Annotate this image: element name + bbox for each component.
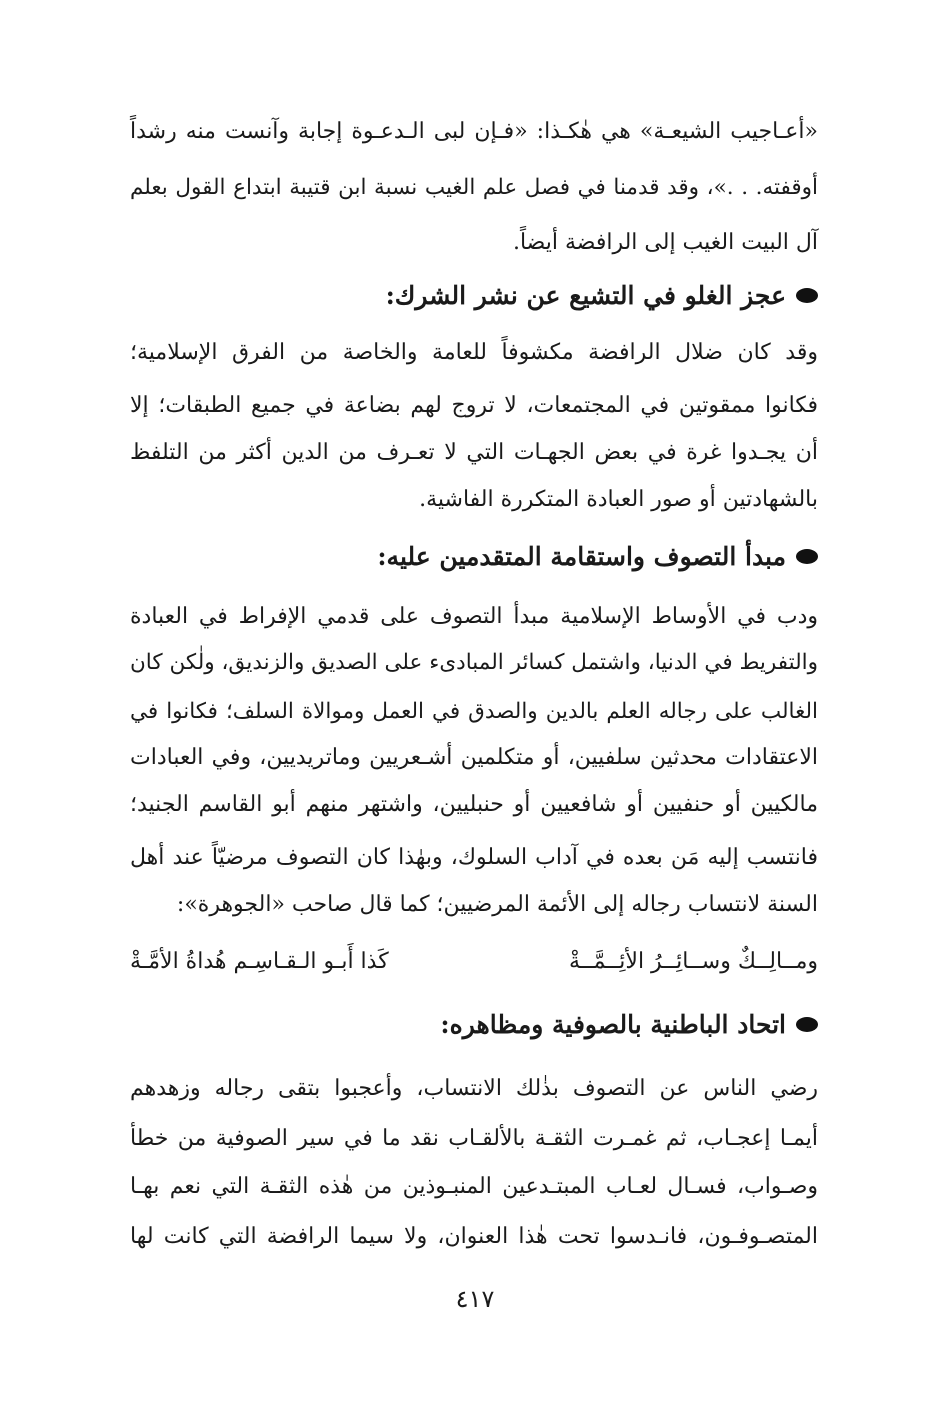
paragraph-4-line-3: وصـواب، فسـال لعـاب المبتـدعين المنبـوذين من هٰذه الثقـة التي نعم بهـا	[130, 1174, 818, 1199]
section-heading-3-text: اتحاد الباطنية بالصوفية ومظاهره:	[440, 1010, 786, 1039]
paragraph-3-line-4: الاعتقادات محدثين سلفيين، أو متكلمين أشـعريين وماتريديين، وفي العبادات	[130, 745, 818, 770]
paragraph-1-line-2: أوقفته. . .»، وقد قدمنا في فصل علم الغيب نسبة ابن قتيبة ابتداع القول بعلم	[130, 175, 818, 200]
paragraph-4-line-4: المتصـوفـون، فانـدسوا تحت هٰذا العنوان، ولا سيما الرافضة التي كانت لها	[130, 1224, 818, 1249]
paragraph-3-line-6: فانتسب إليه مَن بعده في آداب السلوك، وبهٰذا كان التصوف مرضيّاً عند أهل	[130, 845, 818, 870]
paragraph-3-line-3: الغالب على رجاله العلم بالدين والصدق في العمل وموالاة السلف؛ فكانوا في	[130, 699, 818, 724]
section-heading-2-text: مبدأ التصوف واستقامة المتقدمين عليه:	[377, 542, 786, 571]
paragraph-3-line-1: ودب في الأوساط الإسلامية مبدأ التصوف على قدمي الإفراط في العبادة	[130, 604, 818, 629]
section-heading-2	[130, 535, 818, 579]
paragraph-4-line-2: أيمـا إعجـاب، ثم غمـرت الثقـة بالألقـاب نقد ما في سير الصوفية من خطأ	[130, 1126, 818, 1151]
paragraph-3-line-5: مالكيين أو حنفيين أو شافعيين أو حنبليين، واشتهر منهم أبو القاسم الجنيد؛	[130, 792, 818, 817]
paragraph-4-line-1: رضي الناس عن التصوف بذٰلك الانتساب، وأعجبوا بتقى رجاله وزهدهم	[130, 1076, 818, 1101]
paragraph-2-line-1: وقد كان ضلال الرافضة مكشوفاً للعامة والخاصة من الفرق الإسلامية؛	[130, 340, 818, 365]
paragraph-1-line-1: «أعـاجيب الشيعـة» هي هٰكـذا: «فـإن لبى الـدعـوة إجابة وآنست منه رشداً	[130, 119, 818, 144]
verse-second-hemistich: كَذا أَبـو الـقـاسِـم هُداةُ الأمَّـةْ	[130, 949, 389, 974]
paragraph-3-line-2: والتفريط في الدنيا، واشتمل كسائر المبادىء على الصديق والزنديق، ولٰكن كان	[130, 650, 818, 675]
paragraph-1-line-3: آل البيت الغيب إلى الرافضة أيضاً.	[512, 230, 818, 255]
bullet-icon	[796, 549, 818, 564]
section-heading-1	[130, 274, 818, 318]
section-heading-3	[130, 1003, 818, 1047]
paragraph-3-line-7: السنة لانتساب رجاله إلى الأئمة المرضيين؛ كما قال صاحب «الجوهرة»:	[176, 892, 818, 917]
page-number: ٤١٧	[455, 1285, 495, 1313]
poetry-verse	[130, 942, 818, 982]
paragraph-2-line-2: فكانوا ممقوتين في المجتمعات، لا تروج لهم بضاعة في جميع الطبقات؛ إلا	[130, 393, 818, 418]
paragraph-2-line-3: أن يجـدوا غرة في بعض الجهـات التي لا تعـرف من الدين أكثر من التلفظ	[130, 440, 818, 465]
bullet-icon	[796, 1017, 818, 1032]
verse-first-hemistich: ومــالِــكٌ وســائِــرُ الأئِــمَّــةْ	[568, 949, 818, 974]
bullet-icon	[796, 288, 818, 303]
section-heading-1-text: عجز الغلو في التشيع عن نشر الشرك:	[385, 281, 786, 310]
paragraph-2-line-4: بالشهادتين أو صور العبادة المتكررة الفاشية.	[419, 487, 818, 512]
